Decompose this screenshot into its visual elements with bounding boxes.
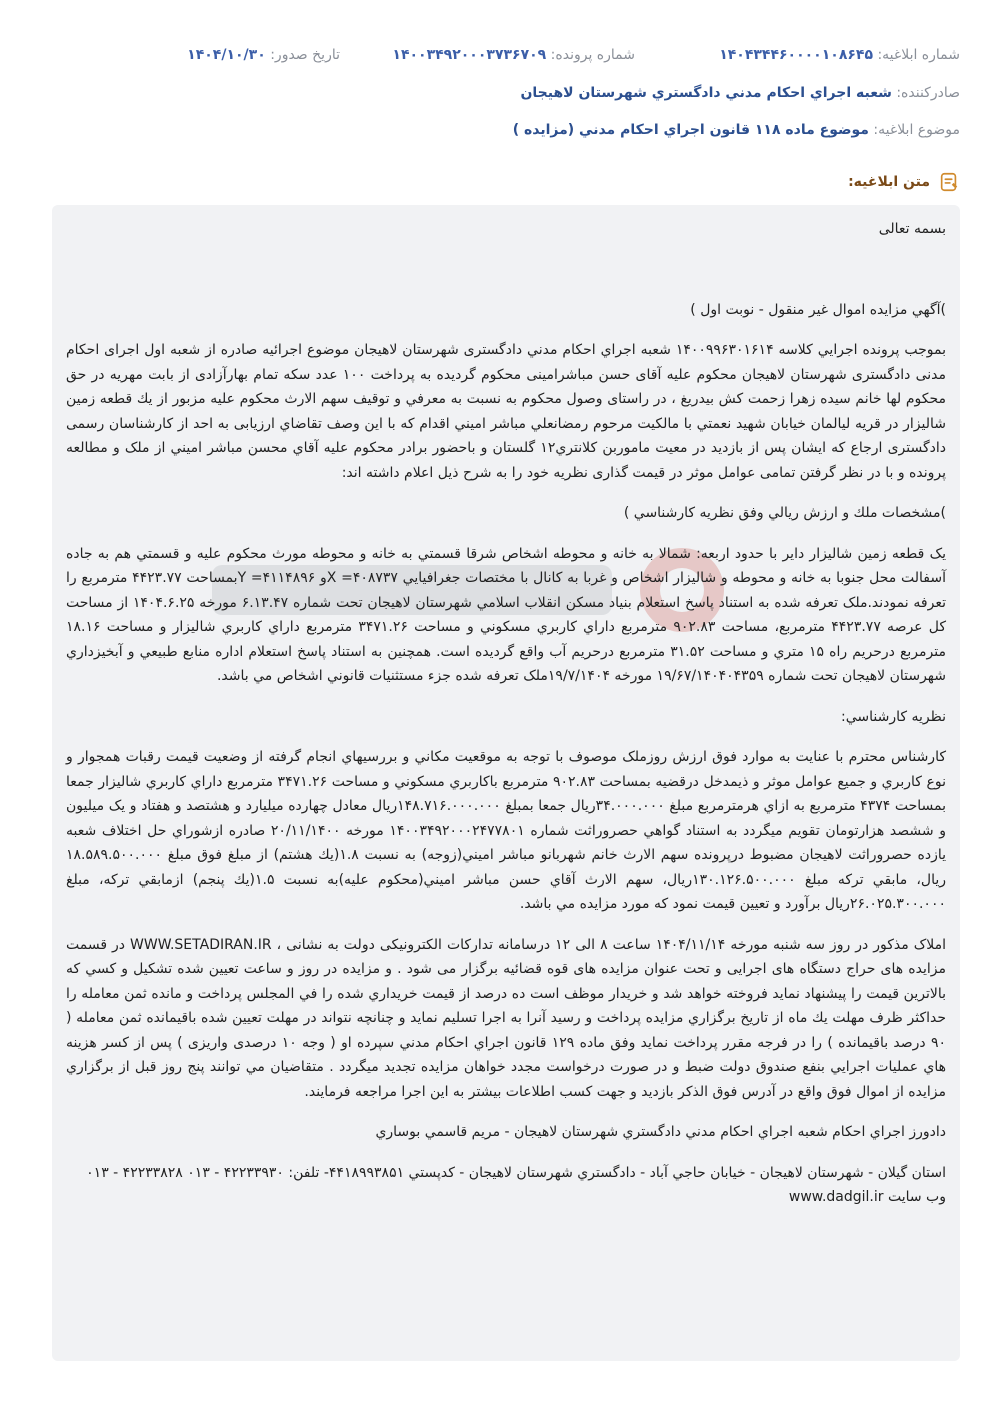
- auction-paragraph: املاک مذکور در روز سه شنبه مورخه ۱۴۰۴/۱۱/۱۴ ساعت ۸ الی ۱۲ درسامانه تداركات الكترونيكی دولت به نشانی ، WWW.SETADIRAN.IR در قسمت مزايده های حراج دستگاه های اجرايی و تحت عنوان مزايده های قوه قضائيه برگزار می شود . و مزايده در روز و ساعت تعيين شده تشکيل و کسي که بالاترين قيمت را پيشنهاد نمايد فروخته خواهد شد و خريدار موظف است ده درصد از قيمت خريداري شده را في المجلس پرداخت و مانده ثمن معامله را حداکثر ظرف مهلت يك ماه از تاريخ برگزاري مزايده پرداخت و رسيد آنرا به اجرا تسليم نمايد و چنانچه نتواند در مهلت تعيين شده باقيمانده ثمن معامله ( ۹۰ درصد باقيمانده ) را در فرجه مقرر پرداخت نمايد وفق ماده ۱۲۹ قانون اجراي احکام مدني سپرده او ( وجه ۱۰ درصدی واريزی ) پس از کسر هزينه هاي عمليات اجرايي بنفع صندوق دولت ضبط و در صورت درخواست مجدد خواهان مزايده تجديد ميگردد . متقاضيان مي توانند پنج روز قبل از برگزاري مزايده از اموال فوق واقع در آدرس فوق الذکر بازديد و جهت کسب اطلاعات بيشتر به اين اجرا مراجعه فرمايند.: [66, 936, 947, 1100]
- issuer-label: صادرکننده:: [896, 85, 960, 101]
- case-number-value: ۱۴۰۰۳۴۹۲۰۰۰۳۷۳۶۷۰۹: [392, 47, 547, 63]
- document-icon: [938, 171, 960, 193]
- address-line: استان گيلان - شهرستان لاهيجان - خيابان حاجي آباد - دادگستري شهرستان لاهيجان - کدپستي ۴۴۱۸۹۹۳۸۵۱- تلفن: ۴۲۲۳۳۹۳۰ - ۰۱۳ ۴۲۲۳۳۸۲۸ - ۰۱۳: [86, 1164, 946, 1181]
- opening-line: بسمه تعالی: [878, 221, 946, 237]
- issue-date: [187, 47, 340, 63]
- signature-line: دادورز اجراي احکام شعبه اجراي احکام مدني دادگستري شهرستان لاهيجان - مريم قاسمي بوساري: [375, 1124, 946, 1140]
- case-paragraph: بموجب پرونده اجرايي کلاسه ۱۴۰۰۹۹۶۳۰۱۶۱۴ شعبه اجراي احکام مدني دادگستری شهرستان لاهيجان موضوع اجرائيه صادره از شعبه اول اجرای احکام مدنی دادگستری شهرستان لاهيجان محکوم عليه آقای حسن مباشرامينی محکوم گرديده به پرداخت ۱۰۰ عدد سکه تمام بهارآزادی از بابت مهريه در حق محکوم لها خانم سيده زهرا زحمت کش بيدريغ ، در راستای وصول محکوم به نسبت به معرفي و توقيف سهم الارث محکوم عليه مزبور از يك قطعه زمين شاليزار در قريه ليالمان خيابان شهيد نعمتي با مالکيت مرحوم رمضانعلي مباشر اميني اقدام که با اين وصف تقاضاي ارزيابی به احد از کارشناسان رسمی دادگستری ارجاع که ايشان پس از بازديد در معيت ماموربن کلانتري۱۲ گلستان و باحضور برادر محکوم عليه آقاي محسن مباشر اميني از ملک و مطالعه پرونده و با در نظر گرفتن تمامی عوامل موثر در قيمت گذاری نظريه خود را به شرح ذيل اعلام داشته اند:: [66, 342, 946, 481]
- notice-body: [66, 217, 946, 1226]
- case-number: [392, 47, 635, 63]
- notice-number-value: ۱۴۰۴۳۴۴۶۰۰۰۰۱۰۸۶۴۵: [719, 47, 873, 63]
- property-paragraph: يک قطعه زمين شاليزار داير با حدود اربعه: شمالا به خانه و محوطه اشخاص شرقا قسمتي به خانه و محوطه مورث محکوم عليه و قسمتي هم به جاده آسفالت محل جنوبا به خانه و محوطه و شاليزار اشخاص و غربا به کانال با مختصات جغرافيايي ۴۰۸۷۳۷= Xو ۴۱۱۴۸۹۶= Yبمساحت ۴۴۲۳.۷۷ مترمربع را تعرفه نمودند.ملک تعرفه شده به استناد پاسخ استعلام بنياد مسکن انقلاب اسلامي شهرستان لاهيجان تحت شماره ۶.۱۳.۴۷ مورخه ۱۴۰۴.۶.۲۵ از مساحت کل عرصه ۴۴۲۳.۷۷ مترمربع، مساحت ۹۰۲.۸۳ مترمربع داراي کاربري مسکوني و مساحت ۳۴۷۱.۲۶ مترمربع داراي کاربري شاليزار و مساحت ۱۸.۱۶ مترمربع درحريم راه ۱۵ متري و مساحت ۳۱.۵۲ مترمربع درحريم آب واقع گرديده است. همچنين به استناد پاسخ استعلام اداره منابع طبيعي و آبخيزداري شهرستان لاهيجان تحت شماره ۱۹/۶۷/۱۴۰۴۰۴۳۵۹ مورخه ۱۹/۷/۱۴۰۴ملک تعرفه شده جزء مستثنيات قانوني اشخاص مي باشد.: [66, 545, 947, 684]
- issuer-line: [520, 85, 960, 101]
- case-number-label: شماره پرونده:: [550, 47, 635, 63]
- website-line: وب سايت www.dadgil.ir: [788, 1189, 946, 1205]
- issue-date-label: تاريخ صدور:: [270, 47, 340, 63]
- auction-heading: )آگهي مزايده اموال غير منقول - نوبت اول ): [690, 301, 946, 318]
- notice-text-title: متن ابلاغيه:: [848, 174, 930, 190]
- expert-heading: نظريه کارشناسي:: [841, 708, 946, 725]
- notice-number: [719, 47, 960, 63]
- notice-number-label: شماره ابلاغيه:: [877, 47, 960, 63]
- subject-value: موضوع ماده ۱۱۸ قانون اجراي احکام مدني (مزايده ): [512, 122, 869, 138]
- issuer-value: شعبه اجراي احکام مدني دادگستري شهرستان لاهيجان: [520, 85, 892, 101]
- expert-paragraph: کارشناس محترم با عنايت به موارد فوق ارزش روزملک موصوف با توجه به موقعيت مکاني و بررسيهاي انجام گرفته از وضعيت قيمت رقبات همجوار و نوع کاربري و جميع عوامل موثر و ذيمدخل درقضيه بمساحت ۹۰۲.۸۳ مترمربع باکاربري مسکوني و مساحت ۳۴۷۱.۲۶ مترمربع داراي کاربري شاليزار جمعا بمساحت ۴۳۷۴ مترمربع به ازاي هرمترمربع مبلغ ۳۴.۰۰۰.۰۰۰ريال جمعا بمبلغ ۱۴۸.۷۱۶.۰۰۰.۰۰۰ريال معادل چهارده ميليارد و هشتصد و هفتاد و يک ميليون و ششصد هزارتومان تقويم ميگردد به استناد گواهي حصروراثت شماره ۱۴۰۰۳۴۹۲۰۰۰۲۴۷۷۸۰۱ مورخه ۲۰/۱۱/۱۴۰۰ صادره ازشوراي حل اختلاف شعبه يازده حصروراثت لاهيجان مضبوط درپرونده سهم الارث خانم شهربانو مباشر اميني(زوجه) به نسبت ۱.۸(يك هشتم) از مبلغ فوق مبلغ ۱۸.۵۸۹.۵۰۰.۰۰۰ ريال، مابقي ترکه مبلغ ۱۳۰.۱۲۶.۵۰۰.۰۰۰ريال، سهم الارث آقاي حسن مباشر اميني(محکوم عليه)به نسبت ۱.۵(يك پنجم) ازمابقي ترکه، مبلغ ۲۶.۰۲۵.۳۰۰.۰۰۰ريال برآورد و تعيين قيمت نمود كه مورد مزايده مي باشد.: [66, 749, 947, 912]
- subject-label: موضوع ابلاغيه:: [873, 122, 960, 138]
- issue-date-value: ۱۴۰۴/۱۰/۳۰: [187, 47, 266, 63]
- notice-text-heading: [848, 171, 960, 193]
- subject-line: [513, 122, 960, 138]
- property-heading: )مشخصات ملك و ارزش ريالي وفق نظريه كارشناسي ): [623, 505, 946, 521]
- notice-content-box: [52, 205, 960, 1361]
